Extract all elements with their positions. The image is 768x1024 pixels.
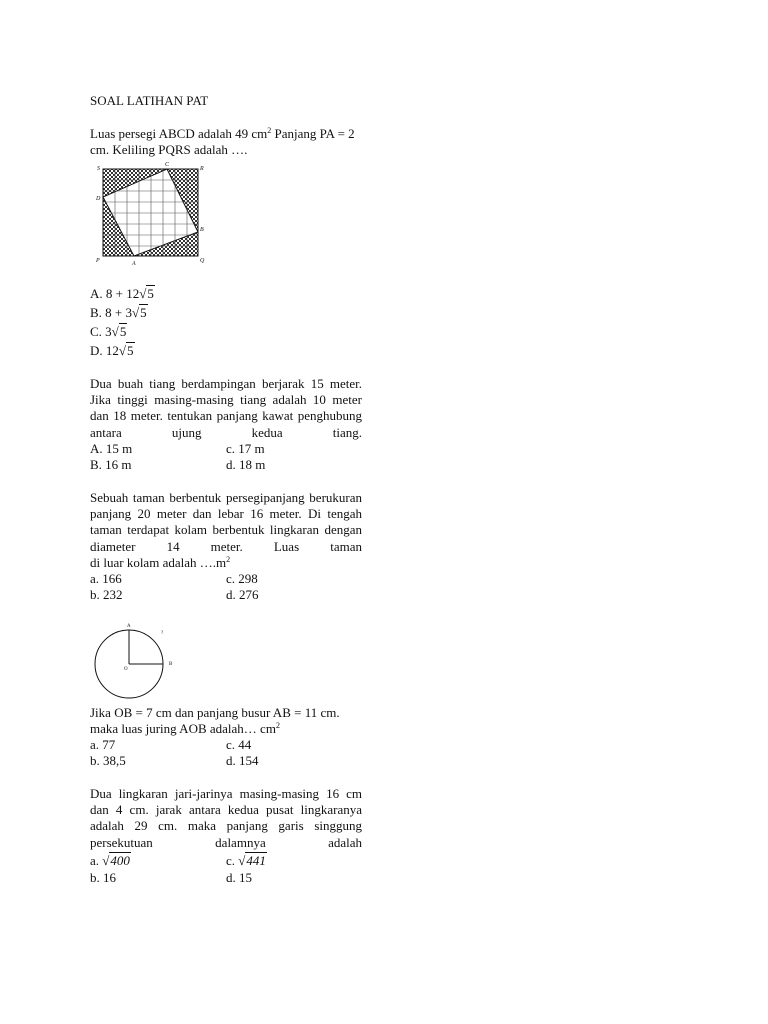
question-5-option-a[interactable]: a. √400 (90, 853, 130, 868)
label-circle-o: O (124, 667, 128, 672)
question-4-option-d[interactable]: d. 154 (226, 753, 259, 768)
page-title: SOAL LATIHAN PAT (90, 93, 209, 108)
label-p: P (96, 258, 100, 264)
label-q: Q (200, 258, 205, 264)
question-1-superscript: 2 (267, 126, 272, 135)
question-1-option-a[interactable]: A. 8 + 12√5 (90, 286, 154, 301)
label-s: S (97, 166, 100, 172)
label-r: R (200, 166, 204, 172)
question-4-option-c[interactable]: c. 44 (226, 737, 252, 752)
question-3-option-d[interactable]: d. 276 (226, 587, 259, 602)
question-1-text-part-b: Panjang PA = 2 cm. Keliling PQRS adalah …. (90, 126, 355, 158)
question-3-option-b[interactable]: b. 232 (90, 587, 123, 602)
circle-sector-figure (88, 616, 184, 706)
label-b: B (200, 227, 204, 233)
question-5-option-d[interactable]: d. 15 (226, 870, 252, 885)
question-5-text: Dua lingkaran jari-jarinya masing-masing 16 cm dan 4 cm. jarak antara kedua pusat lingkaranya adalah 29 cm. maka panjang garis singgung persekutuan dalamnya adalah (90, 786, 362, 850)
label-a: A (132, 261, 136, 267)
question-4-line-2: maka luas juring AOB adalah… $cm^2$ (90, 721, 280, 736)
question-2-option-b[interactable]: B. 16 m (90, 457, 132, 472)
label-circle-a: A (127, 624, 131, 629)
question-3-option-a[interactable]: a. 166 (90, 571, 122, 586)
label-circle-question: ? (161, 631, 164, 636)
label-c: C (165, 162, 170, 168)
question-4-option-b[interactable]: b. 38,5 (90, 753, 126, 768)
question-2-option-a[interactable]: A. 15 m (90, 441, 133, 456)
question-1-option-c[interactable]: C. 3√5 (90, 324, 127, 339)
question-1-text (90, 126, 362, 158)
square-pqrs-figure (93, 158, 208, 270)
question-2-text: Dua buah tiang berdampingan berjarak 15 meter. Jika tinggi masing-masing tiang adalah 10 meter dan 18 meter. tentukan panjang kawat penghubung antara ujung kedua tiang. (90, 376, 362, 440)
question-1-option-b[interactable]: B. 8 + 3√5 (90, 305, 147, 320)
question-3-option-c[interactable]: c. 298 (226, 571, 258, 586)
question-2-option-c[interactable]: c. 17 m (226, 441, 265, 456)
question-3-last-line: di luar kolam adalah $\dots.m^2$ (90, 555, 231, 570)
question-2-option-d[interactable]: d. 18 m (226, 457, 266, 472)
question-4-option-a[interactable]: a. 77 (90, 737, 116, 752)
question-5-option-c[interactable]: c. √441 (226, 853, 266, 868)
question-1-option-d[interactable]: D. 12√5 (90, 343, 134, 358)
question-1-text-part-a: Luas persegi ABCD adalah 49 cm (90, 126, 268, 141)
question-5-option-b[interactable]: b. 16 (90, 870, 116, 885)
label-d: D (96, 196, 101, 202)
label-circle-b: B (169, 662, 173, 667)
question-4-line-1: Jika OB = 7 cm dan panjang busur AB = 11 cm. (90, 705, 340, 720)
question-3-text: Sebuah taman berbentuk persegipanjang berukuran panjang 20 meter dan lebar 16 meter. Di tengah taman terdapat kolam berbentuk lingkaran dengan diameter 14 meter. Luas taman (90, 490, 362, 554)
